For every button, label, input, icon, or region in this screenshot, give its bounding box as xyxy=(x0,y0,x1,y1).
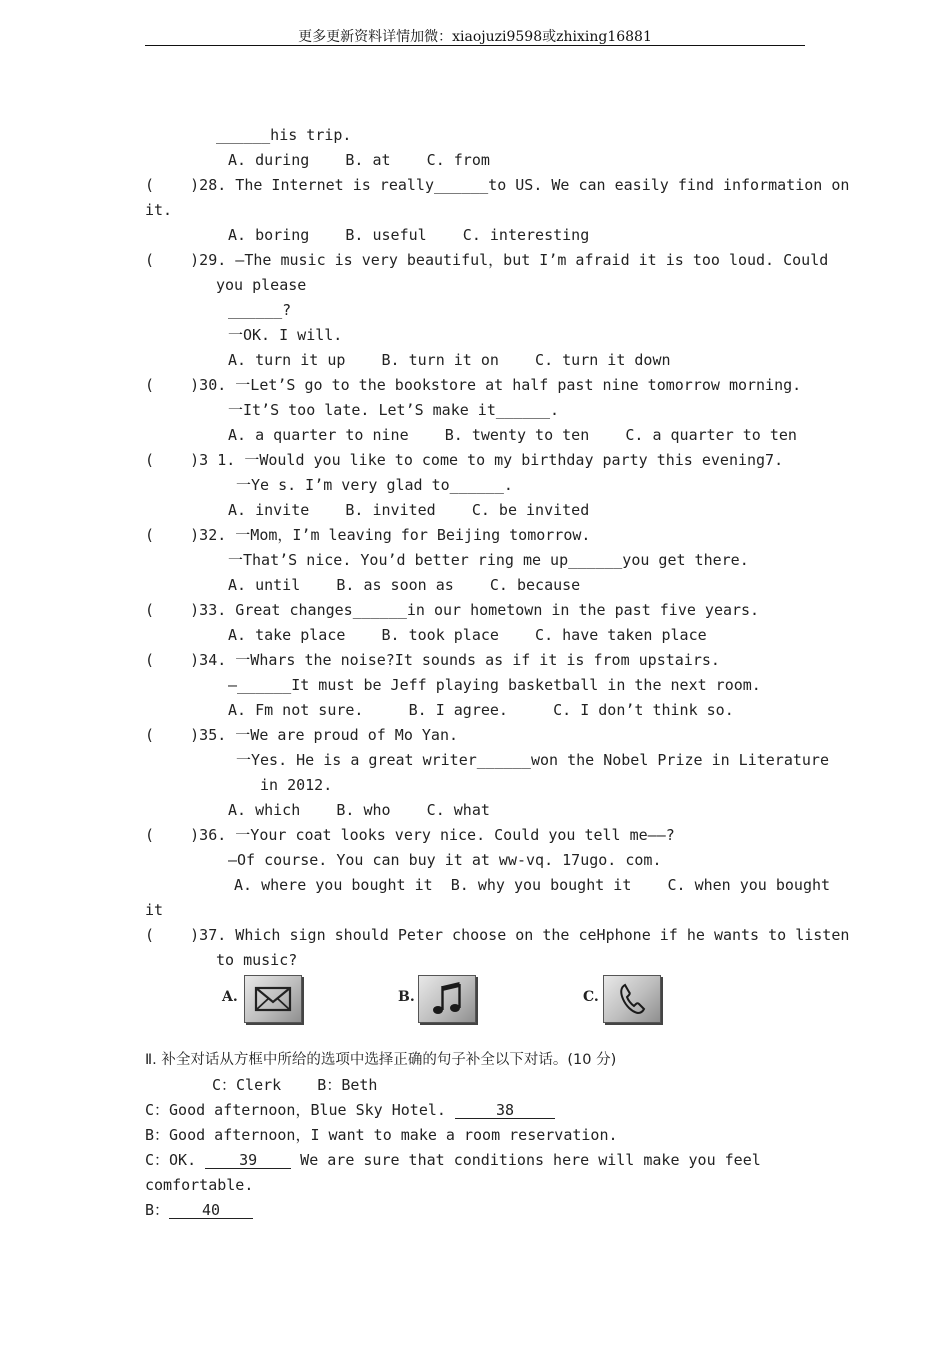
telephone-icon xyxy=(603,975,661,1023)
q32-stem: ( )32. 一Mom，I’m leaving for Beijing tomorrow. xyxy=(145,526,591,544)
blank-40: 40 xyxy=(169,1202,253,1219)
q36-reply: —Of course. You can buy it at ww-vq. 17ugo. com. xyxy=(228,851,662,869)
q33-stem: ( )33. Great changes______in our hometown in the past five years. xyxy=(145,601,760,619)
q28-options: A. boring B. useful C. interesting xyxy=(228,226,590,244)
envelope-icon xyxy=(244,975,302,1023)
dialogue-line-2: B：Good afternoon，I want to make a room reservation. xyxy=(145,1126,618,1144)
q36-options: A. where you bought it B. why you bought it C. when you bought xyxy=(234,876,831,894)
dialogue-line-3-text: C：OK. xyxy=(145,1151,206,1169)
q37-sign-options xyxy=(0,975,950,1025)
q35-options: A. which B. who C. what xyxy=(228,801,490,819)
music-note-icon xyxy=(418,975,476,1023)
q30-options: A. a quarter to nine B. twenty to ten C. a quarter to ten xyxy=(228,426,797,444)
q35-stem: ( )35. 一We are proud of Mo Yan. xyxy=(145,726,459,744)
q28-stem: ( )28. The Internet is really______to US. We can easily find information on xyxy=(145,176,850,194)
q29-stem-cont: you please xyxy=(216,276,307,294)
q29-options: A. turn it up B. turn it on C. turn it down xyxy=(228,351,671,369)
blank-38: 38 xyxy=(455,1102,555,1119)
q32-reply: 一That’S nice. You’d better ring me up______you get there. xyxy=(228,551,749,569)
q27-options: A. during B. at C. from xyxy=(228,151,490,169)
dialogue-line-1-text: C：Good afternoon，Blue Sky Hotel. xyxy=(145,1101,455,1119)
dialogue-line-5-text: B： xyxy=(145,1201,170,1219)
q28-stem-cont: it. xyxy=(145,201,173,219)
dialogue-line-5 xyxy=(145,1200,253,1220)
q33-options: A. take place B. took place C. have taken place xyxy=(228,626,707,644)
q37-stem-cont: to music? xyxy=(216,951,298,969)
dialogue-line-1 xyxy=(145,1100,555,1120)
q34-reply: —______It must be Jeff playing basketball in the next room. xyxy=(228,676,761,694)
dialogue-line-3-tail: We are sure that conditions here will make you feel xyxy=(291,1151,761,1169)
q34-options: A. Fm not sure. B. I agree. C. I don’t think so. xyxy=(228,701,734,719)
blank-39: 39 xyxy=(205,1152,291,1169)
q32-options: A. until B. as soon as C. because xyxy=(228,576,581,594)
q31-options: A. invite B. invited C. be invited xyxy=(228,501,590,519)
q36-options-cont: it xyxy=(145,901,164,919)
dialogue-line-4: comfortable. xyxy=(145,1176,254,1194)
q36-stem: ( )36. 一Your coat looks very nice. Could you tell me——? xyxy=(145,826,675,844)
dialogue-line-3 xyxy=(145,1150,761,1170)
q29-reply: 一OK. I will. xyxy=(228,326,343,344)
page-header: 更多更新资料详情加微：xiaojuzi9598或zhixing16881 xyxy=(298,29,652,45)
header-rule xyxy=(145,45,805,46)
q31-reply: 一Ye s. I’m very glad to______. xyxy=(236,476,513,494)
sign-b-label: B. xyxy=(398,989,415,1005)
section-2-title: Ⅱ. 补全对话从方框中所给的选项中选择正确的句子补全以下对话。(10 分) xyxy=(145,1052,617,1068)
q30-reply: 一It’S too late. Let’S make it______. xyxy=(228,401,560,419)
q29-blank: ______? xyxy=(228,301,292,319)
q37-stem: ( )37. Which sign should Peter choose on the ceHphone if he wants to listen xyxy=(145,926,850,944)
q31-stem: ( )3 1. 一Would you like to come to my birthday party this evening7. xyxy=(145,451,784,469)
q30-stem: ( )30. 一Let’S go to the bookstore at half past nine tomorrow morning. xyxy=(145,376,802,394)
q35-reply-cont: in 2012. xyxy=(260,776,333,794)
q34-stem: ( )34. 一Whars the noise?It sounds as if it is from upstairs. xyxy=(145,651,720,669)
sign-c-label: C. xyxy=(583,989,599,1005)
q29-stem: ( )29. —The music is very beautiful，but I’m afraid it is too loud. Could xyxy=(145,251,829,269)
q27-line: ______his trip. xyxy=(216,126,352,144)
dialogue-roles: C：Clerk B：Beth xyxy=(212,1076,378,1094)
q35-reply: 一Yes. He is a great writer______won the Nobel Prize in Literature xyxy=(236,751,829,769)
sign-a-label: A. xyxy=(222,989,238,1005)
